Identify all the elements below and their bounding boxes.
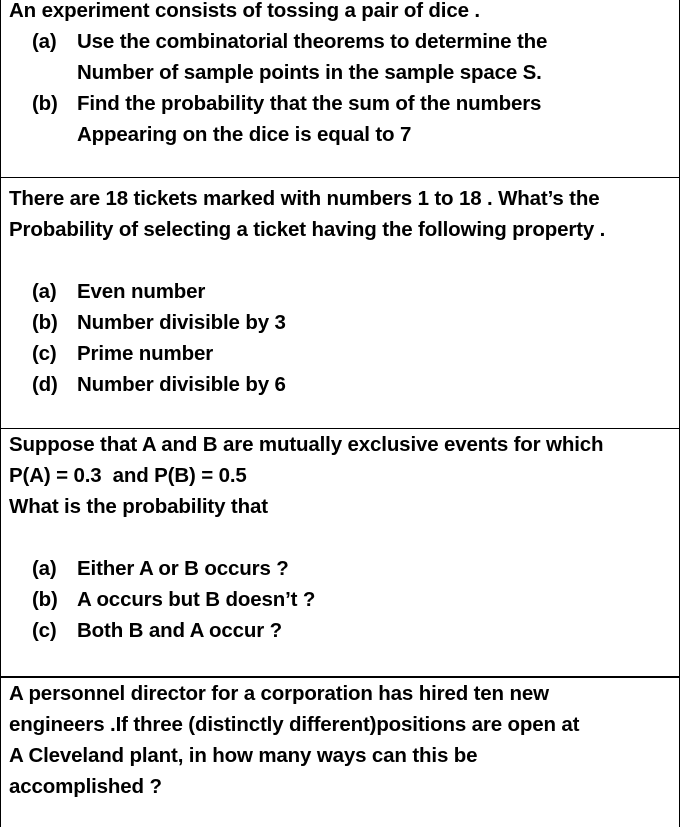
question-4-line-2: engineers .If three (distinctly different)positions are open at — [9, 713, 580, 736]
part-label: (a) — [32, 280, 57, 303]
question-2-part-b — [9, 307, 679, 338]
question-4-line-1: A personnel director for a corporation has hired ten new — [9, 682, 549, 705]
spacer — [9, 245, 679, 276]
question-4-line-4: accomplished ? — [9, 775, 162, 798]
part-label: (a) — [32, 30, 57, 53]
question-2-part-c — [9, 338, 679, 369]
part-label: (c) — [32, 619, 57, 642]
part-label: (b) — [32, 588, 58, 611]
question-1-part-a-continuation: Number of sample points in the sample space S. — [77, 61, 542, 84]
question-2-part-d — [9, 369, 679, 400]
part-text: Number divisible by 3 — [77, 311, 286, 334]
spacer — [9, 522, 679, 553]
part-label: (b) — [32, 92, 58, 115]
question-3-part-a — [9, 553, 679, 584]
question-1-part-b-continuation: Appearing on the dice is equal to 7 — [77, 123, 412, 146]
question-1-part-b — [9, 88, 679, 119]
part-text: Prime number — [77, 342, 214, 365]
part-text: A occurs but B doesn’t ? — [77, 588, 316, 611]
question-3-part-b — [9, 584, 679, 615]
part-text: Either A or B occurs ? — [77, 557, 289, 580]
question-3-cell — [0, 429, 680, 677]
part-label: (c) — [32, 342, 57, 365]
question-3-line-2: P(A) = 0.3 and P(B) = 0.5 — [9, 464, 247, 487]
part-text: Both B and A occur ? — [77, 619, 283, 642]
question-3-line-1: Suppose that A and B are mutually exclusive events for which — [9, 433, 604, 456]
question-4-cell — [0, 677, 680, 827]
question-2-part-a — [9, 276, 679, 307]
part-label: (d) — [32, 373, 58, 396]
part-text: Number divisible by 6 — [77, 373, 286, 396]
part-label: (a) — [32, 557, 57, 580]
question-3-line-3: What is the probability that — [9, 495, 268, 518]
question-2-cell — [0, 178, 680, 429]
question-1-part-a — [9, 26, 679, 57]
question-2-line-1: There are 18 tickets marked with numbers 1 to 18 . What’s the — [9, 187, 600, 210]
question-1-cell — [0, 0, 680, 178]
part-label: (b) — [32, 311, 58, 334]
question-3-part-c — [9, 615, 679, 646]
question-4-line-3: A Cleveland plant, in how many ways can this be — [9, 744, 478, 767]
question-1-intro: An experiment consists of tossing a pair of dice . — [9, 0, 480, 22]
question-2-line-2: Probability of selecting a ticket having the following property . — [9, 218, 606, 241]
part-text: Find the probability that the sum of the numbers — [77, 92, 542, 115]
part-text: Even number — [77, 280, 206, 303]
part-text: Use the combinatorial theorems to determine the — [77, 30, 548, 53]
